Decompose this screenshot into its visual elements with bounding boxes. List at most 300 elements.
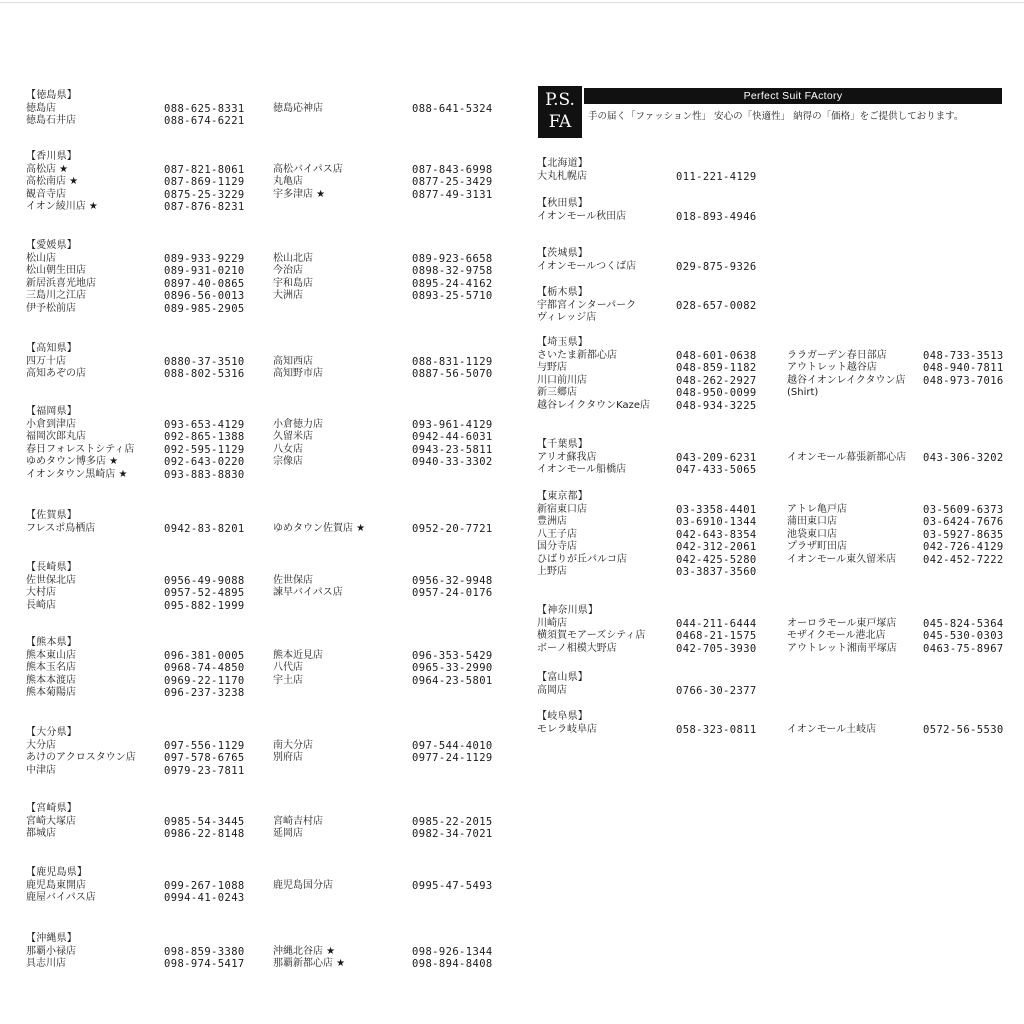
store-phone: 087-821-8061	[164, 163, 245, 176]
left-prefecture-section	[26, 406, 506, 481]
store-name: 高知あぞの店	[26, 368, 86, 379]
store-phone: 03-5609-6373	[923, 503, 1004, 516]
store-name: 新宿東口店	[537, 503, 587, 515]
store-name: アトレ亀戸店	[787, 503, 847, 515]
store-row	[26, 523, 506, 536]
store-name: アウトレット越谷店	[787, 362, 877, 373]
store-phone: 0977-24-1129	[412, 752, 493, 764]
store-row	[537, 685, 1017, 698]
store-phone: 048-950-0099	[676, 387, 757, 399]
store-name: 新居浜喜光地店	[26, 277, 96, 289]
store-name: 別府店	[273, 752, 303, 763]
store-row	[26, 600, 506, 613]
store-name: 八代店	[273, 662, 303, 673]
store-phone: 092-643-0220	[164, 456, 245, 468]
store-name: モレラ岐阜店	[537, 723, 597, 735]
store-phone: 092-865-1388	[164, 431, 245, 443]
store-phone: 087-876-8231	[164, 201, 245, 213]
store-name: 鹿児島東開店	[26, 879, 86, 891]
store-phone: 087-843-6998	[412, 163, 493, 176]
store-name: アウトレット湘南平塚店	[787, 642, 897, 654]
right-prefecture-section	[537, 491, 1017, 579]
store-row	[26, 958, 506, 971]
store-phone: 0956-49-9088	[164, 574, 245, 587]
store-row	[26, 765, 506, 778]
store-phone: 043-209-6231	[676, 451, 757, 464]
store-name: 久留米店	[273, 431, 313, 442]
right-prefecture-section	[537, 439, 1017, 477]
store-phone: 088-802-5316	[164, 368, 245, 380]
left-prefecture-section	[26, 727, 506, 777]
store-name: 越谷レイクタウンKaze店	[537, 399, 651, 411]
store-phone: 048-934-3225	[676, 399, 757, 412]
store-phone: 093-961-4129	[412, 418, 493, 431]
store-name: 大丸札幌店	[537, 170, 587, 182]
store-phone: 048-859-1182	[676, 362, 757, 374]
store-row	[537, 618, 1017, 631]
right-prefecture-section	[537, 711, 1017, 736]
store-name: 八王子店	[537, 528, 577, 540]
store-name: 沖縄北谷店 ★	[273, 945, 336, 957]
store-name: 宇都宮インターパーク	[537, 299, 637, 311]
store-name: 八女店	[273, 443, 303, 455]
store-row	[26, 880, 506, 893]
store-phone: 045-530-0303	[923, 630, 1004, 642]
store-name: 松山北店	[273, 252, 313, 264]
store-row	[26, 740, 506, 753]
store-row	[537, 312, 1017, 325]
store-name: 宮崎大塚店	[26, 815, 76, 827]
store-phone: 03-3358-4401	[676, 503, 757, 516]
store-phone: 029-875-9326	[676, 260, 757, 273]
store-name: 春日フォレストシティ店	[26, 443, 135, 455]
store-phone: 098-926-1344	[412, 945, 493, 958]
store-name: 熊本本渡店	[26, 674, 76, 686]
store-name: 鹿屋バイパス店	[26, 892, 96, 903]
right-prefecture-section	[537, 672, 1017, 697]
store-row	[26, 290, 506, 303]
store-phone: 048-601-0638	[676, 349, 757, 362]
store-name: 今治店	[273, 265, 303, 276]
prefecture-heading: 【栃木県】	[537, 287, 588, 298]
store-name: 高岡店	[537, 684, 567, 696]
store-name: 豊洲店	[537, 516, 567, 527]
store-phone: 098-974-5417	[164, 958, 245, 970]
store-phone: 099-267-1088	[164, 879, 245, 892]
store-name: 大分店	[26, 739, 56, 751]
store-phone: 0887-56-5070	[412, 368, 493, 380]
store-name: 与野店	[537, 362, 567, 373]
prefecture-heading: 【埼玉県】	[537, 337, 588, 348]
right-prefecture-section	[537, 198, 1017, 223]
prefecture-heading: 【北海道】	[537, 158, 588, 169]
store-name: ひばりが丘パルコ店	[537, 553, 627, 565]
store-row	[26, 265, 506, 278]
prefecture-heading: 【千葉県】	[537, 439, 588, 450]
brand-tagline: 手の届く「ファッション性」 安心の「快適性」 納得の「価格」をご提供しております。	[588, 111, 964, 122]
store-phone: 0877-25-3429	[412, 176, 493, 188]
store-phone: 093-883-8830	[164, 468, 245, 481]
prefecture-heading: 【鹿児島県】	[26, 867, 88, 878]
store-phone: 0893-25-5710	[412, 290, 493, 302]
store-row	[537, 350, 1017, 363]
store-phone: 0896-56-0013	[164, 290, 245, 302]
store-name: さいたま新都心店	[537, 349, 617, 361]
store-phone: 0956-32-9948	[412, 574, 493, 587]
store-row	[26, 356, 506, 369]
store-name: 諫早バイパス店	[273, 587, 343, 598]
store-name: 小倉徳力店	[273, 418, 323, 430]
prefecture-heading: 【富山県】	[537, 672, 588, 683]
store-phone: 089-931-0210	[164, 265, 245, 277]
store-name: ヴィレッジ店	[537, 312, 597, 323]
store-phone: 089-923-6658	[412, 252, 493, 265]
store-row	[537, 541, 1017, 554]
store-row	[537, 300, 1017, 313]
store-row	[537, 566, 1017, 579]
store-row	[26, 675, 506, 688]
store-row	[537, 452, 1017, 465]
left-prefecture-section	[26, 562, 506, 612]
psfa-logo	[538, 86, 582, 138]
store-row	[26, 431, 506, 444]
store-name: 丸亀店	[273, 176, 303, 187]
store-name: 池袋東口店	[787, 528, 837, 540]
store-phone: 042-452-7222	[923, 553, 1004, 566]
store-phone: 088-674-6221	[164, 115, 245, 127]
store-name: プラザ町田店	[787, 541, 847, 552]
store-phone: 0898-32-9758	[412, 265, 493, 277]
store-name: 熊本東山店	[26, 649, 76, 661]
store-phone: 0957-52-4895	[164, 587, 245, 599]
store-phone: 048-262-2927	[676, 374, 757, 387]
store-name: 延岡店	[273, 828, 303, 839]
store-phone: 089-985-2905	[164, 302, 245, 315]
store-phone: 088-831-1129	[412, 355, 493, 368]
store-name: 川崎店	[537, 617, 567, 629]
store-phone: 0875-25-3229	[164, 188, 245, 201]
store-name: 大村店	[26, 587, 56, 598]
store-name: 徳島店	[26, 102, 56, 114]
store-row	[537, 529, 1017, 542]
store-name: 三島川之江店	[26, 290, 86, 301]
left-prefecture-section	[26, 933, 506, 971]
store-name: 那覇小禄店	[26, 945, 76, 957]
store-name: (Shirt)	[787, 387, 819, 398]
store-row	[26, 444, 506, 457]
store-name: 蒲田東口店	[787, 516, 837, 527]
store-phone: 03-3837-3560	[676, 566, 757, 578]
store-phone: 095-882-1999	[164, 599, 245, 612]
store-name: 観音寺店	[26, 188, 66, 200]
prefecture-heading: 【佐賀県】	[26, 510, 77, 521]
prefecture-heading: 【岐阜県】	[537, 711, 588, 722]
store-name: 徳島応神店	[273, 102, 323, 114]
store-name: 四万十店	[26, 355, 66, 367]
store-phone: 0880-37-3510	[164, 355, 245, 368]
store-name: ゆめタウン佐賀店 ★	[273, 522, 366, 534]
store-name: 宗像店	[273, 456, 303, 467]
store-name: イオンモール幕張新都心店	[787, 451, 907, 463]
store-row	[537, 362, 1017, 375]
store-phone: 058-323-0811	[676, 723, 757, 736]
prefecture-heading: 【沖縄県】	[26, 933, 77, 944]
store-name: 横須賀モアーズシティ店	[537, 630, 646, 641]
store-phone: 096-353-5429	[412, 649, 493, 662]
store-row	[26, 687, 506, 700]
store-row	[26, 103, 506, 116]
prefecture-heading: 【宮崎県】	[26, 803, 77, 814]
store-phone: 0943-23-5811	[412, 443, 493, 456]
store-name: 高松バイパス店	[273, 163, 343, 175]
prefecture-heading: 【茨城県】	[537, 248, 588, 259]
prefecture-heading: 【香川県】	[26, 151, 77, 162]
store-row	[26, 892, 506, 905]
store-name: イオンモール船橋店	[537, 464, 627, 475]
store-phone: 048-973-7016	[923, 374, 1004, 387]
store-name: イオンモールつくば店	[537, 260, 637, 272]
store-phone: 048-940-7811	[923, 362, 1004, 374]
store-name: 熊本近見店	[273, 649, 323, 661]
store-phone: 089-933-9229	[164, 252, 245, 265]
store-phone: 0985-22-2015	[412, 815, 493, 828]
store-name: イオンモール東久留米店	[787, 553, 897, 565]
store-name: 佐世保店	[273, 574, 313, 586]
store-row	[26, 253, 506, 266]
store-phone: 0942-83-8201	[164, 522, 245, 535]
store-name: アリオ蘇我店	[537, 451, 597, 463]
store-phone: 098-894-8408	[412, 958, 493, 970]
prefecture-heading: 【徳島県】	[26, 90, 77, 101]
prefecture-heading: 【秋田県】	[537, 198, 588, 209]
store-phone: 0968-74-4850	[164, 662, 245, 674]
right-prefecture-section	[537, 337, 1017, 412]
store-phone: 011-221-4129	[676, 170, 757, 183]
store-phone: 098-859-3380	[164, 945, 245, 958]
store-phone: 0942-44-6031	[412, 431, 493, 443]
store-phone: 0964-23-5801	[412, 674, 493, 687]
store-phone: 0994-41-0243	[164, 892, 245, 904]
store-phone: 0952-20-7721	[412, 522, 493, 535]
prefecture-heading: 【高知県】	[26, 343, 77, 354]
store-name: 新三郷店	[537, 387, 577, 398]
store-row	[537, 400, 1017, 413]
store-row	[26, 419, 506, 432]
store-name: 具志川店	[26, 958, 66, 969]
store-phone: 03-5927-8635	[923, 528, 1004, 541]
store-phone: 096-381-0005	[164, 649, 245, 662]
logo-line-2: FA	[548, 112, 572, 132]
store-name: 伊予松前店	[26, 302, 76, 314]
store-row	[26, 662, 506, 675]
store-name: ボーノ相模大野店	[537, 642, 617, 654]
store-phone: 096-237-3238	[164, 687, 245, 699]
store-name: イオン綾川店 ★	[26, 201, 98, 212]
prefecture-heading: 【東京都】	[537, 491, 588, 502]
store-name: 松山店	[26, 252, 56, 264]
store-phone: 0986-22-8148	[164, 828, 245, 840]
store-row	[26, 278, 506, 291]
store-row	[537, 171, 1017, 184]
store-phone: 0897-40-0865	[164, 277, 245, 290]
store-phone: 0572-56-5530	[923, 723, 1004, 736]
store-phone: 092-595-1129	[164, 443, 245, 456]
store-phone: 042-705-3930	[676, 642, 757, 655]
prefecture-heading: 【長崎県】	[26, 562, 77, 573]
store-phone: 048-733-3513	[923, 349, 1004, 362]
store-name: 熊本菊陽店	[26, 687, 76, 698]
store-name: 高知西店	[273, 355, 313, 367]
store-phone: 028-657-0082	[676, 299, 757, 312]
store-name: 大洲店	[273, 290, 303, 301]
right-prefecture-section	[537, 158, 1017, 183]
prefecture-heading: 【熊本県】	[26, 637, 77, 648]
left-prefecture-section	[26, 803, 506, 841]
store-row	[537, 516, 1017, 529]
store-name: 熊本玉名店	[26, 662, 76, 673]
store-phone: 044-211-6444	[676, 617, 757, 630]
store-name: モザイクモール港北店	[787, 630, 886, 641]
store-name: 宇多津店 ★	[273, 188, 326, 200]
store-name: 南大分店	[273, 739, 313, 751]
store-row	[537, 261, 1017, 274]
store-phone: 0995-47-5493	[412, 879, 493, 892]
store-phone: 043-306-3202	[923, 451, 1004, 464]
left-prefecture-section	[26, 637, 506, 700]
store-row	[537, 724, 1017, 737]
store-row	[26, 164, 506, 177]
store-phone: 03-6910-1344	[676, 516, 757, 528]
top-edge-line	[0, 2, 1024, 3]
prefecture-heading: 【福岡県】	[26, 406, 77, 417]
store-phone: 0957-24-0176	[412, 587, 493, 599]
right-prefecture-section	[537, 605, 1017, 655]
store-row	[26, 115, 506, 128]
store-phone: 0965-33-2990	[412, 662, 493, 674]
left-prefecture-section	[26, 343, 506, 381]
left-prefecture-section	[26, 510, 506, 535]
right-prefecture-section	[537, 248, 1017, 273]
store-name: イオンモール秋田店	[537, 210, 627, 222]
store-name: ゆめタウン博多店 ★	[26, 456, 119, 467]
store-phone: 0895-24-4162	[412, 277, 493, 290]
store-row	[26, 946, 506, 959]
store-name: 鹿児島国分店	[273, 879, 333, 891]
store-phone: 0985-54-3445	[164, 815, 245, 828]
store-name: ララガーデン春日部店	[787, 349, 887, 361]
store-phone: 042-425-5280	[676, 553, 757, 566]
store-name: 上野店	[537, 566, 567, 577]
store-name: 福岡次郎丸店	[26, 431, 86, 442]
store-name: 川口前川店	[537, 374, 587, 386]
prefecture-heading: 【大分県】	[26, 727, 77, 738]
store-name: 宮崎吉村店	[273, 815, 323, 827]
store-row	[26, 650, 506, 663]
store-name: 松山朝生田店	[26, 265, 86, 276]
store-name: 宇土店	[273, 674, 303, 686]
store-phone: 03-6424-7676	[923, 516, 1004, 528]
store-row	[26, 828, 506, 841]
store-name: 国分寺店	[537, 541, 577, 552]
store-row	[26, 752, 506, 765]
store-name: あけのアクロスタウン店	[26, 752, 136, 763]
store-phone: 0877-49-3131	[412, 188, 493, 201]
store-phone: 045-824-5364	[923, 617, 1004, 630]
left-prefecture-section	[26, 90, 506, 128]
store-row	[537, 554, 1017, 567]
store-name: 長崎店	[26, 599, 56, 611]
store-phone: 0969-22-1170	[164, 674, 245, 687]
store-row	[537, 464, 1017, 477]
store-row	[26, 456, 506, 469]
store-name: 越谷イオンレイクタウン店	[787, 374, 906, 386]
store-phone: 087-869-1129	[164, 176, 245, 188]
store-name: 高知野市店	[273, 368, 323, 379]
store-name: 高松南店 ★	[26, 176, 79, 187]
store-row	[26, 303, 506, 316]
store-phone: 0940-33-3302	[412, 456, 493, 468]
store-row	[537, 504, 1017, 517]
store-row	[26, 189, 506, 202]
store-name: 那覇新都心店 ★	[273, 958, 346, 969]
store-row	[537, 630, 1017, 643]
store-name: イオンモール土岐店	[787, 723, 877, 735]
store-row	[537, 643, 1017, 656]
store-row	[26, 587, 506, 600]
store-name: 宇和島店	[273, 277, 313, 289]
store-row	[537, 387, 1017, 400]
store-phone: 018-893-4946	[676, 210, 757, 223]
store-row	[26, 201, 506, 214]
store-phone: 042-312-2061	[676, 541, 757, 553]
store-phone: 047-433-5065	[676, 464, 757, 476]
brand-name-bar: Perfect Suit FActory	[584, 88, 1002, 104]
store-phone: 0468-21-1575	[676, 630, 757, 642]
store-phone: 0766-30-2377	[676, 684, 757, 697]
store-phone: 088-625-8331	[164, 102, 245, 115]
store-name: 小倉到津店	[26, 418, 76, 430]
store-name: 高松店 ★	[26, 163, 69, 175]
store-row	[26, 469, 506, 482]
store-row	[26, 368, 506, 381]
store-phone: 088-641-5324	[412, 102, 493, 115]
store-phone: 097-578-6765	[164, 752, 245, 764]
store-phone: 042-643-8354	[676, 528, 757, 541]
store-phone: 097-544-4010	[412, 739, 493, 752]
prefecture-heading: 【愛媛県】	[26, 240, 77, 251]
logo-line-1: P.S.	[545, 90, 575, 110]
store-name: 中津店	[26, 764, 56, 776]
left-prefecture-section	[26, 151, 506, 214]
store-phone: 0982-34-7021	[412, 828, 493, 840]
store-row	[537, 375, 1017, 388]
store-name: 都城店	[26, 828, 56, 839]
store-row	[26, 575, 506, 588]
store-phone: 0979-23-7811	[164, 764, 245, 777]
store-phone: 093-653-4129	[164, 418, 245, 431]
store-row	[26, 816, 506, 829]
prefecture-heading: 【神奈川県】	[537, 605, 599, 616]
left-prefecture-section	[26, 240, 506, 315]
store-name: フレスポ鳥栖店	[26, 522, 96, 534]
right-prefecture-section	[537, 287, 1017, 325]
store-name: オーロラモール東戸塚店	[787, 617, 897, 629]
store-name: イオンタウン黒崎店 ★	[26, 468, 128, 480]
store-name: 佐世保北店	[26, 574, 76, 586]
store-row	[26, 176, 506, 189]
store-name: 徳島石井店	[26, 115, 76, 126]
store-phone: 0463-75-8967	[923, 642, 1004, 655]
